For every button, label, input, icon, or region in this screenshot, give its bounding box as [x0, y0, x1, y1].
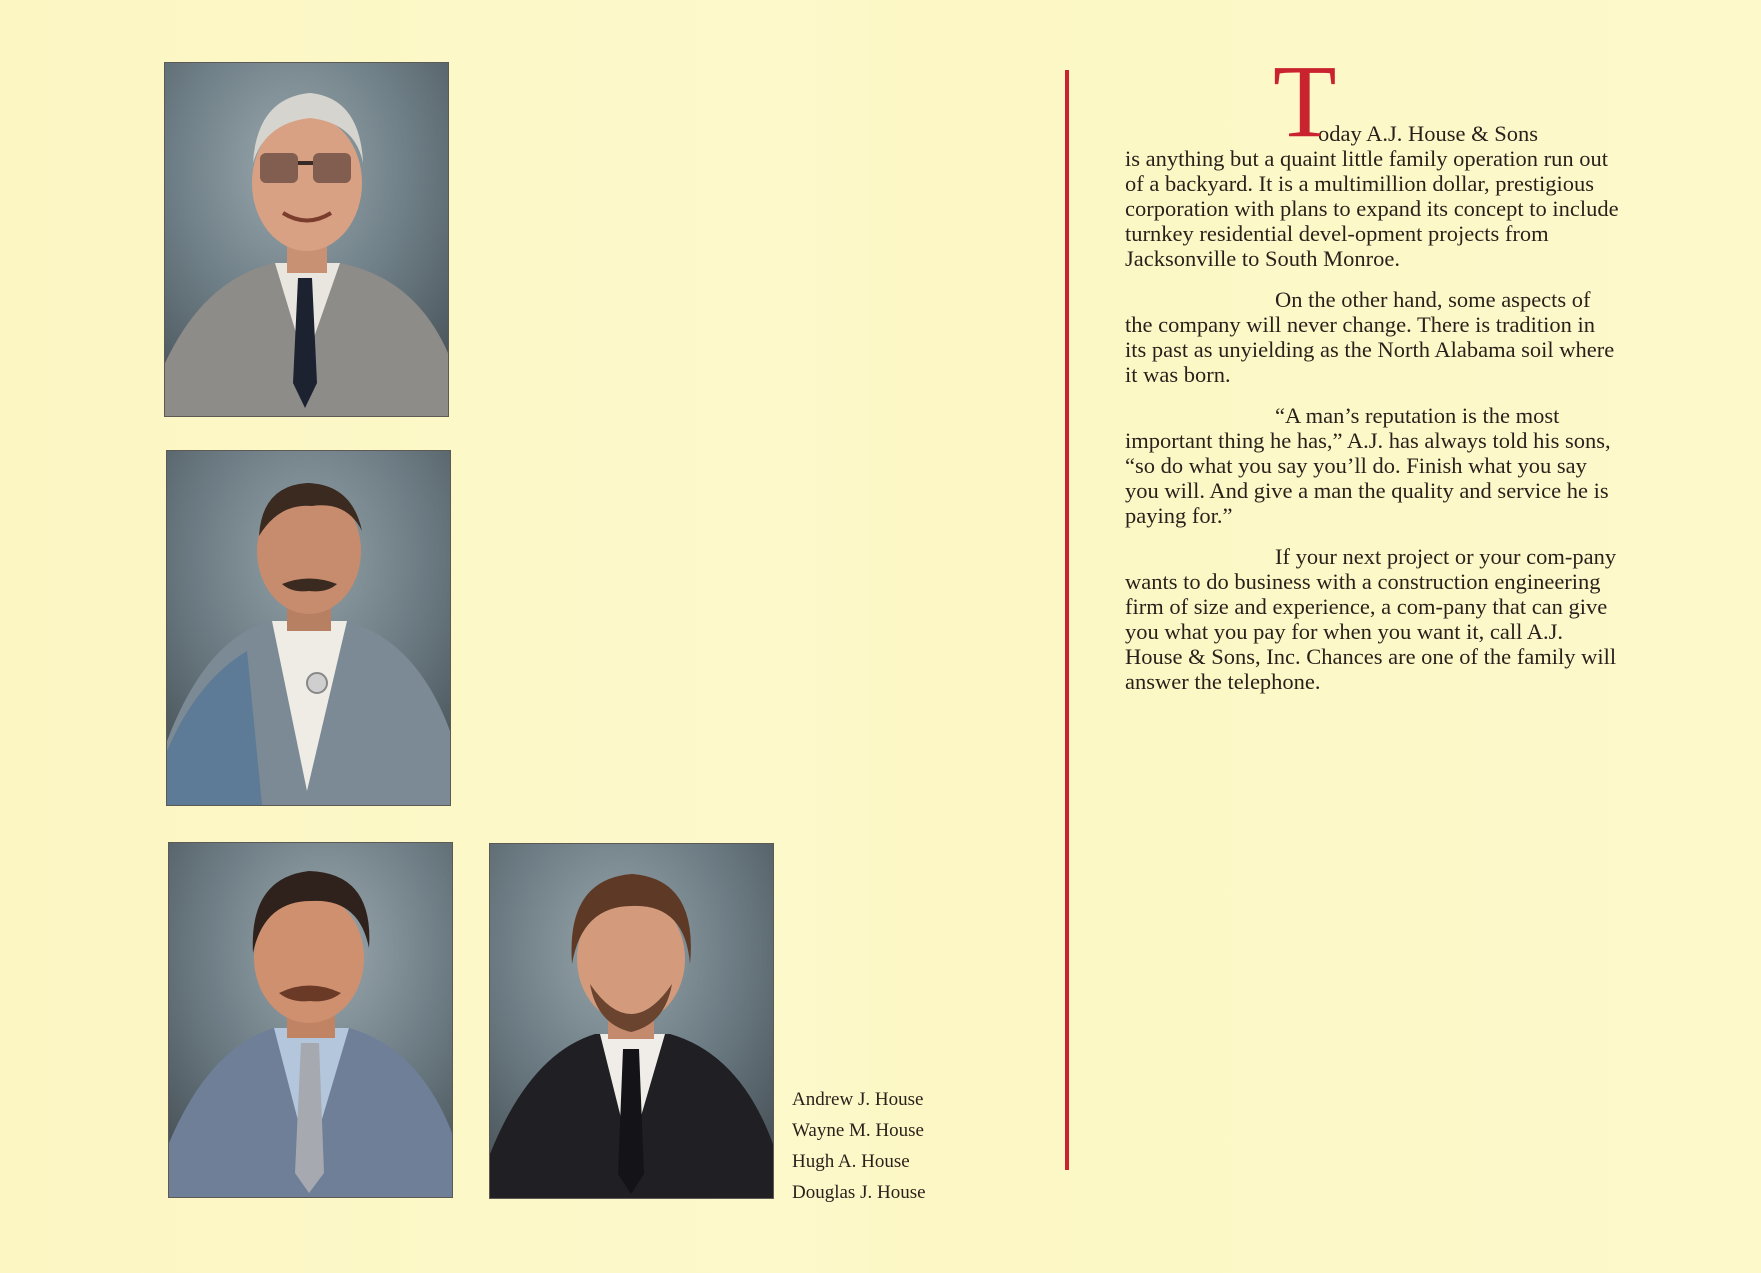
caption-douglas: Douglas J. House — [792, 1182, 926, 1203]
portrait-captions — [792, 1084, 972, 1208]
lead-paragraph-wrap — [1125, 44, 1621, 271]
red-vertical-rule — [1065, 70, 1069, 1170]
drop-cap: T — [1273, 44, 1337, 159]
paragraph-4: If your next project or your com-pany wants to do business with a construction engineering firm of size and experience, a com-pany that can give you what you pay for when you want it, call A.J. House & Sons, Inc. Chances are one of the family will answer the telephone. — [1125, 544, 1617, 694]
article-body — [1125, 44, 1621, 706]
portrait-andrew-j-house — [164, 62, 449, 417]
paragraph-3: “A man’s reputation is the most important thing he has,” A.J. has always told his sons, “so do what you say you’ll do. Finish what you say you will. And give a man the quality and service he is paying for.” — [1125, 403, 1611, 528]
paragraph-2: On the other hand, some aspects of the company will never change. There is tradition in its past as unyielding as the North Alabama soil where it was born. — [1125, 287, 1615, 387]
caption-hugh: Hugh A. House — [792, 1151, 910, 1172]
first-line: oday A.J. House & Sons — [1318, 121, 1539, 146]
paragraph-1 — [1125, 44, 1621, 271]
paragraph-1-rest: is anything but a quaint little family operation run out of a backyard. It is a multimillion dollar, prestigious corporation with plans to expand its concept to include turnkey residential devel-opment projects from Jacksonville to South Monroe. — [1125, 146, 1619, 271]
portrait-hugh-a-house — [168, 842, 453, 1198]
caption-andrew: Andrew J. House — [792, 1089, 924, 1110]
portrait-douglas-j-house — [489, 843, 774, 1199]
caption-wayne: Wayne M. House — [792, 1120, 924, 1141]
portrait-wayne-m-house — [166, 450, 451, 806]
